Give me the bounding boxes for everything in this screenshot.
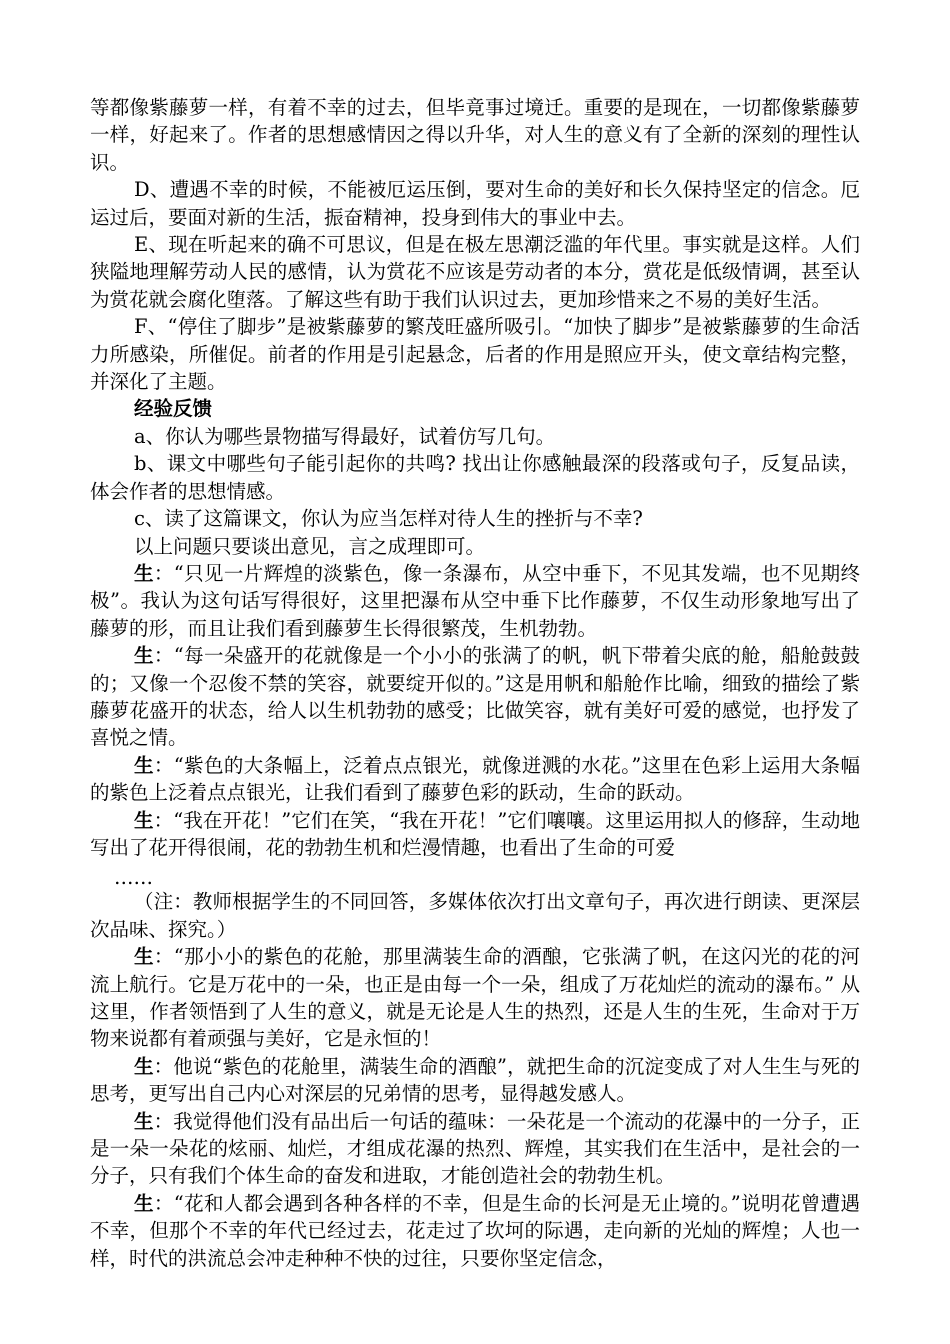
answer-text: ：“那小小的紫色的花舱，那里满装生命的酒酿，它张满了帆，在这闪光的花的河流上航行。它是万花中的一朵，也正是由每一个一朵，组成了万花灿烂的流动的瀑布。” 从这里，作者领悟到了人生的意义，就是无论是人生的热烈，还是人生的生死，生命对于万物来说都有着顽强与美好，它是永恒的！: [90, 945, 860, 1051]
speaker-label: 生: [134, 561, 154, 585]
speaker-label: 生: [134, 1054, 154, 1078]
speaker-label: 生: [134, 808, 154, 832]
paragraph-d: D、遭遇不幸的时候，不能被厄运压倒，要对生命的美好和长久保持坚定的信念。厄运过后，要面对新的生活，振奋精神，投身到伟大的事业中去。: [90, 178, 860, 229]
student-answer-6: [90, 1053, 860, 1108]
paragraph-continuation: 等都像紫藤萝一样，有着不幸的过去，但毕竟事过境迁。重要的是现在，一切都像紫藤萝一样，好起来了。作者的思想感情因之得以升华，对人生的意义有了全新的深刻的理性认识。: [90, 96, 860, 174]
question-c: c、读了这篇课文，你认为应当怎样对待人生的挫折与不幸?: [134, 507, 643, 531]
teacher-note: （注：教师根据学生的不同回答，多媒体依次打出文章句子，再次进行朗读、更深层次品味、探究。）: [90, 890, 860, 941]
student-answer-2: [90, 642, 860, 752]
student-answer-8: [90, 1190, 860, 1272]
student-answer-4: [90, 807, 860, 862]
student-answer-7: [90, 1108, 860, 1190]
speaker-label: 生: [134, 945, 154, 969]
paragraph-f: F、“停住了脚步”是被紫藤萝的繁茂旺盛所吸引。“加快了脚步”是被紫藤萝的生命活力所感染，所催促。前者的作用是引起悬念，后者的作用是照应开头，使文章结构完整，并深化了主题。: [90, 315, 860, 394]
speaker-label: 生: [134, 1191, 154, 1215]
student-answer-5: [90, 943, 860, 1053]
answer-text: ：我觉得他们没有品出后一句话的蕴味：一朵花是一个流动的花瀑中的一分子，正是一朵一朵花的炫丽、灿烂，才组成花瀑的热烈、辉煌，其实我们在生活中，是社会的一分子，只有我们个体生命的奋发和进取，才能创造社会的勃勃生机。: [90, 1109, 860, 1188]
speaker-label: 生: [134, 753, 154, 777]
answer-note: 以上问题只要谈出意见，言之成理即可。: [134, 534, 486, 558]
answer-text: ：他说“紫色的花舱里，满装生命的酒酿”，就把生命的沉淀变成了对人生生与死的思考，更写出自己内心对深层的兄弟情的思考，显得越发感人。: [90, 1054, 860, 1106]
question-a: a、你认为哪些景物描写得最好，试着仿写几句。: [134, 424, 556, 448]
answer-text: ：“花和人都会遇到各种各样的不幸，但是生命的长河是无止境的。”说明花曾遭遇不幸，但那个不幸的年代已经过去，花走过了坎坷的际遇，走向新的光灿的辉煌；人也一样，时代的洪流总会冲走种种不快的过往，只要你坚定信念，: [90, 1191, 860, 1270]
speaker-label: 生: [134, 1109, 154, 1133]
question-b: b、课文中哪些句子能引起你的共鸣? 找出让你感触最深的段落或句子，反复品读，体会作者的思想情感。: [90, 452, 860, 503]
answer-text: ：“只见一片辉煌的淡紫色，像一条瀑布，从空中垂下，不见其发端，也不见期终极”。我认为这句话写得很好，这里把瀑布从空中垂下比作藤萝，不仅生动形象地写出了藤萝的形，而且让我们看到藤萝生长得很繁茂，生机勃勃。: [90, 561, 860, 640]
student-answer-1: [90, 560, 860, 642]
paragraph-e: E、现在听起来的确不可思议，但是在极左思潮泛滥的年代里。事实就是这样。人们狭隘地理解劳动人民的感情，认为赏花不应该是劳动者的本分，赏花是低级情调，甚至认为赏花就会腐化堕落。了解这些有助于我们认识过去，更加珍惜来之不易的美好生活。: [90, 233, 860, 311]
answer-text: ：“每一朵盛开的花就像是一个小小的张满了的帆，帆下带着尖底的舱，船舱鼓鼓的；又像一个忍俊不禁的笑容，就要绽开似的。”这是用帆和船舱作比喻，细致的描绘了紫藤萝花盛开的状态，给人以生机勃勃的感受；比做笑容，就有美好可爱的感觉，也抒发了喜悦之情。: [90, 644, 860, 750]
student-answer-3: [90, 752, 860, 807]
answer-text: ：“我在开花！”它们在笑，“我在开花！”它们嚷嚷。这里运用拟人的修辞，生动地写出了花开得很闹，花的勃勃生机和烂漫情趣，也看出了生命的可爱: [90, 808, 860, 859]
ellipsis: ……: [114, 866, 153, 890]
answer-text: ：“紫色的大条幅上，泛着点点银光，就像迸溅的水花。”这里在色彩上运用大条幅的紫色上泛着点点银光，让我们看到了藤萝色彩的跃动，生命的跃动。: [90, 753, 860, 805]
speaker-label: 生: [134, 644, 154, 668]
section-heading: 经验反馈: [134, 397, 213, 421]
